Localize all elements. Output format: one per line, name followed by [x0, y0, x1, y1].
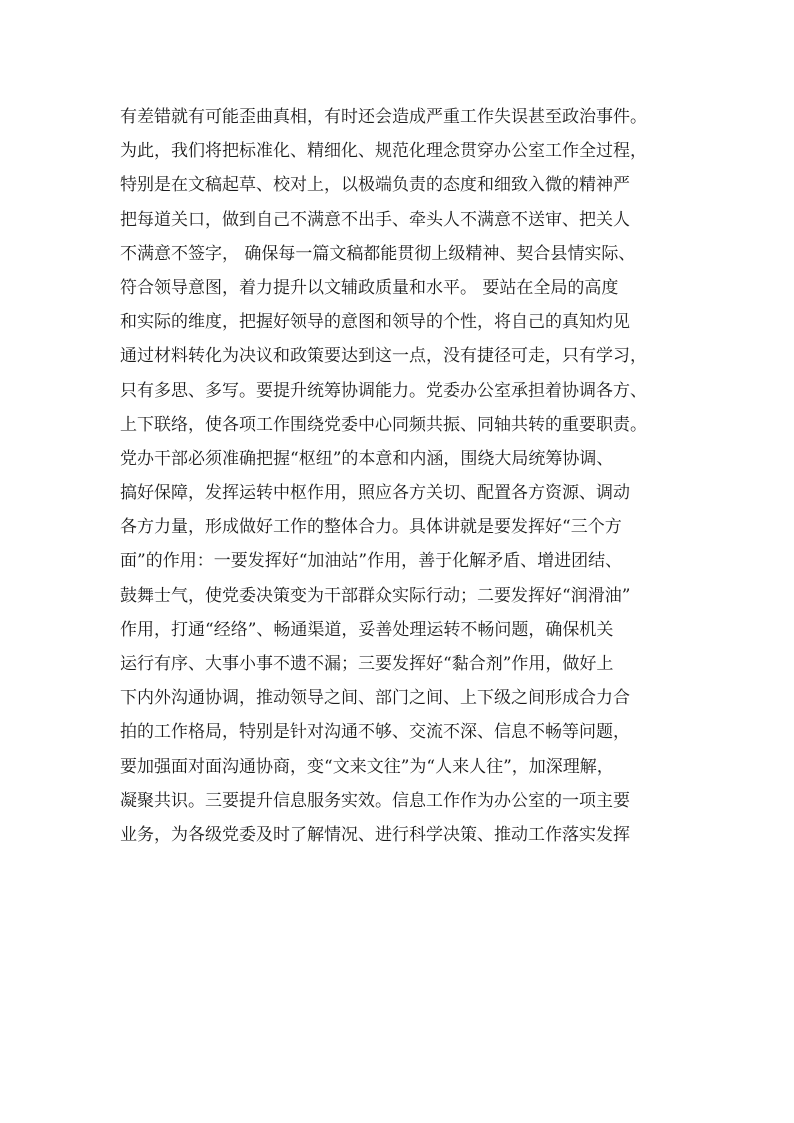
text-line: 要加强面对面沟通协商，变“文来文往”为“人来人往”，加深理解，	[120, 756, 614, 777]
text-line: 只有多思、多写。要提升统筹协调能力。党委办公室承担着协调各方、	[120, 380, 647, 401]
text-line: 党办干部必须准确把握“枢纽”的本意和内涵，围绕大局统筹协调、	[120, 448, 614, 469]
text-line: 通过材料转化为决议和政策要达到这一点，没有捷径可走，只有学习，	[120, 346, 647, 367]
text-line: 运行有序、大事小事不遗不漏；三要发挥好“黏合剂”作用，做好上	[120, 654, 614, 674]
text-line: 上下联络，使各项工作围绕党委中心同频共振、同轴共转的重要职责。	[120, 414, 647, 435]
text-line: 和实际的维度，把握好领导的意图和领导的个性，将自己的真知灼见	[120, 312, 630, 333]
text-line: 特别是在文稿起草、校对上，以极端负责的态度和细致入微的精神严	[120, 175, 630, 196]
text-line: 符合领导意图，着力提升以文辅政质量和水平。 要站在全局的高度	[120, 277, 619, 298]
text-line: 有差错就有可能歪曲真相，有时还会造成严重工作失误甚至政治事件。	[120, 107, 647, 127]
text-line: 各方力量，形成做好工作的整体合力。具体讲就是要发挥好“三个方	[120, 517, 622, 538]
text-line: 拍的工作格局，特别是针对沟通不够、交流不深、信息不畅等问题，	[120, 722, 630, 743]
text-line: 鼓舞士气，使党委决策变为干部群众实际行动；二要发挥好“润滑油”	[120, 585, 631, 606]
text-line: 不满意不签字， 确保每一篇文稿都能贯彻上级精神、契合县情实际、	[120, 243, 636, 264]
body-text	[120, 100, 690, 852]
text-line: 下内外沟通协调，推动领导之间、部门之间、上下级之间形成合力合	[120, 688, 630, 709]
text-line: 面”的作用：一要发挥好“加油站”作用，善于化解矛盾、增进团结、	[120, 551, 623, 572]
text-line: 作用，打通“经络”、畅通渠道，妥善处理运转不畅问题，确保机关	[120, 619, 614, 640]
text-line: 把每道关口，做到自己不满意不出手、牵头人不满意不送审、把关人	[120, 209, 630, 230]
text-line: 为此，我们将把标准化、精细化、规范化理念贯穿办公室工作全过程，	[120, 141, 647, 162]
text-line: 搞好保障，发挥运转中枢作用，照应各方关切、配置各方资源、调动	[120, 483, 630, 504]
text-line: 业务，为各级党委及时了解情况、进行科学决策、推动工作落实发挥	[120, 824, 630, 845]
text-line: 凝聚共识。三要提升信息服务实效。信息工作作为办公室的一项主要	[120, 790, 630, 811]
